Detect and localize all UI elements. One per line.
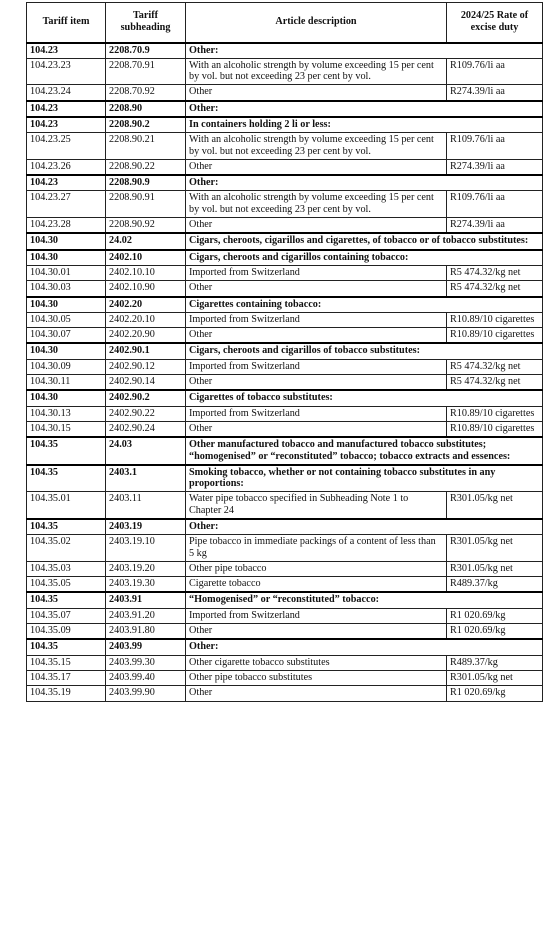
article-description-cell: Cigarettes containing tobacco: <box>186 297 543 313</box>
tariff-subheading-cell: 2208.90.2 <box>106 117 186 133</box>
table-row <box>27 561 543 576</box>
tariff-subheading-cell: 2403.91 <box>106 592 186 608</box>
article-description-cell: Cigarette tobacco <box>186 577 447 593</box>
tariff-subheading-cell: 24.02 <box>106 233 186 249</box>
article-description-cell: Water pipe tobacco specified in Subheading Note 1 to Chapter 24 <box>186 492 447 519</box>
tariff-subheading-cell: 2208.90.22 <box>106 159 186 175</box>
tariff-item-cell: 104.35.15 <box>27 655 106 670</box>
heading-row <box>27 250 543 266</box>
article-description-cell: Imported from Switzerland <box>186 359 447 374</box>
tariff-subheading-cell: 24.03 <box>106 437 186 465</box>
article-description-cell: Other: <box>186 175 543 191</box>
tariff-subheading-cell: 2208.70.9 <box>106 43 186 59</box>
tariff-item-cell: 104.35.01 <box>27 492 106 519</box>
tariff-item-cell: 104.30.15 <box>27 421 106 437</box>
table-body <box>27 43 543 702</box>
table-row <box>27 281 543 297</box>
tariff-subheading-cell: 2402.20.90 <box>106 328 186 344</box>
article-description-cell: Other <box>186 159 447 175</box>
excise-rate-cell: R489.37/kg <box>447 655 543 670</box>
tariff-subheading-cell: 2403.91.80 <box>106 624 186 640</box>
table-row <box>27 421 543 437</box>
tariff-item-cell: 104.23.25 <box>27 133 106 160</box>
article-description-cell: Other <box>186 328 447 344</box>
table-row <box>27 133 543 160</box>
table-row <box>27 492 543 519</box>
tariff-subheading-cell: 2402.90.24 <box>106 421 186 437</box>
article-description-cell: Smoking tobacco, whether or not containing tobacco substitutes in any proportions: <box>186 465 543 492</box>
heading-row <box>27 117 543 133</box>
heading-row <box>27 101 543 117</box>
heading-row <box>27 465 543 492</box>
tariff-item-cell: 104.35 <box>27 592 106 608</box>
excise-rate-cell: R10.89/10 cigarettes <box>447 406 543 421</box>
excise-rate-cell: R301.05/kg net <box>447 561 543 576</box>
table-row <box>27 85 543 101</box>
tariff-subheading-cell: 2403.11 <box>106 492 186 519</box>
article-description-cell: With an alcoholic strength by volume exceeding 15 per cent by vol. but not exceeding 23 per cent by vol. <box>186 191 447 218</box>
tariff-subheading-cell: 2208.90.9 <box>106 175 186 191</box>
tariff-item-cell: 104.35.03 <box>27 561 106 576</box>
heading-row <box>27 43 543 59</box>
tariff-subheading-cell: 2403.91.20 <box>106 608 186 623</box>
tariff-item-cell: 104.23.24 <box>27 85 106 101</box>
excise-rate-cell: R1 020.69/kg <box>447 624 543 640</box>
excise-rate-cell: R1 020.69/kg <box>447 608 543 623</box>
excise-rate-cell: R109.76/li aa <box>447 191 543 218</box>
excise-rate-cell: R274.39/li aa <box>447 85 543 101</box>
excise-rate-cell: R10.89/10 cigarettes <box>447 328 543 344</box>
tariff-subheading-cell: 2402.90.2 <box>106 390 186 406</box>
tariff-subheading-cell: 2402.20 <box>106 297 186 313</box>
table-header <box>27 3 543 43</box>
table-row <box>27 58 543 85</box>
tariff-subheading-cell: 2403.19 <box>106 519 186 535</box>
excise-rate-cell: R5 474.32/kg net <box>447 281 543 297</box>
heading-row <box>27 343 543 359</box>
table-row <box>27 359 543 374</box>
article-description-cell: Other <box>186 281 447 297</box>
table-row <box>27 328 543 344</box>
table-row <box>27 265 543 280</box>
table-row <box>27 686 543 701</box>
table-row <box>27 312 543 327</box>
tariff-subheading-cell: 2403.19.10 <box>106 535 186 562</box>
tariff-item-cell: 104.23 <box>27 43 106 59</box>
tariff-subheading-cell: 2403.99.30 <box>106 655 186 670</box>
table-row <box>27 655 543 670</box>
tariff-item-cell: 104.35.05 <box>27 577 106 593</box>
article-description-cell: Other pipe tobacco substitutes <box>186 670 447 685</box>
tariff-item-cell: 104.30.05 <box>27 312 106 327</box>
tariff-item-cell: 104.35 <box>27 639 106 655</box>
article-description-cell: With an alcoholic strength by volume exceeding 15 per cent by vol. but not exceeding 23 per cent by vol. <box>186 58 447 85</box>
tariff-subheading-cell: 2402.10.90 <box>106 281 186 297</box>
tariff-item-cell: 104.30.03 <box>27 281 106 297</box>
article-description-cell: Imported from Switzerland <box>186 406 447 421</box>
header-tariff-subheading: Tariff subheading <box>106 3 186 43</box>
tariff-item-cell: 104.23.28 <box>27 218 106 234</box>
excise-tariff-table <box>26 2 543 702</box>
article-description-cell: Cigars, cheroots and cigarillos containing tobacco: <box>186 250 543 266</box>
article-description-cell: Other pipe tobacco <box>186 561 447 576</box>
tariff-subheading-cell: 2403.1 <box>106 465 186 492</box>
heading-row <box>27 592 543 608</box>
excise-rate-cell: R489.37/kg <box>447 577 543 593</box>
article-description-cell: Other <box>186 218 447 234</box>
tariff-subheading-cell: 2402.90.12 <box>106 359 186 374</box>
excise-rate-cell: R109.76/li aa <box>447 58 543 85</box>
heading-row <box>27 519 543 535</box>
tariff-item-cell: 104.30.01 <box>27 265 106 280</box>
tariff-item-cell: 104.30.07 <box>27 328 106 344</box>
article-description-cell: Imported from Switzerland <box>186 312 447 327</box>
excise-rate-cell: R274.39/li aa <box>447 218 543 234</box>
tariff-item-cell: 104.35.02 <box>27 535 106 562</box>
tariff-subheading-cell: 2208.90.92 <box>106 218 186 234</box>
tariff-subheading-cell: 2208.70.91 <box>106 58 186 85</box>
article-description-cell: Other: <box>186 639 543 655</box>
article-description-cell: Cigarettes of tobacco substitutes: <box>186 390 543 406</box>
tariff-subheading-cell: 2402.10.10 <box>106 265 186 280</box>
header-tariff-item: Tariff item <box>27 3 106 43</box>
tariff-subheading-cell: 2403.19.30 <box>106 577 186 593</box>
tariff-subheading-cell: 2402.90.14 <box>106 375 186 391</box>
tariff-item-cell: 104.30 <box>27 343 106 359</box>
excise-rate-cell: R274.39/li aa <box>447 159 543 175</box>
tariff-subheading-cell: 2402.10 <box>106 250 186 266</box>
article-description-cell: With an alcoholic strength by volume exceeding 15 per cent by vol. but not exceeding 23 per cent by vol. <box>186 133 447 160</box>
tariff-item-cell: 104.35.07 <box>27 608 106 623</box>
tariff-subheading-cell: 2208.90.91 <box>106 191 186 218</box>
table-row <box>27 535 543 562</box>
tariff-subheading-cell: 2403.99.40 <box>106 670 186 685</box>
heading-row <box>27 390 543 406</box>
article-description-cell: Other <box>186 375 447 391</box>
table-row <box>27 375 543 391</box>
article-description-cell: In containers holding 2 li or less: <box>186 117 543 133</box>
article-description-cell: Cigars, cheroots, cigarillos and cigarettes, of tobacco or of tobacco substitutes: <box>186 233 543 249</box>
tariff-item-cell: 104.35.17 <box>27 670 106 685</box>
article-description-cell: Other: <box>186 43 543 59</box>
tariff-item-cell: 104.30.13 <box>27 406 106 421</box>
tariff-subheading-cell: 2403.99 <box>106 639 186 655</box>
article-description-cell: Imported from Switzerland <box>186 608 447 623</box>
heading-row <box>27 233 543 249</box>
tariff-subheading-cell: 2402.20.10 <box>106 312 186 327</box>
article-description-cell: Other <box>186 85 447 101</box>
tariff-item-cell: 104.23 <box>27 101 106 117</box>
excise-rate-cell: R301.05/kg net <box>447 492 543 519</box>
excise-rate-cell: R5 474.32/kg net <box>447 265 543 280</box>
excise-rate-cell: R109.76/li aa <box>447 133 543 160</box>
article-description-cell: Pipe tobacco in immediate packings of a content of less than 5 kg <box>186 535 447 562</box>
article-description-cell: Other <box>186 686 447 701</box>
tariff-subheading-cell: 2402.90.22 <box>106 406 186 421</box>
tariff-subheading-cell: 2403.19.20 <box>106 561 186 576</box>
excise-rate-cell: R301.05/kg net <box>447 670 543 685</box>
heading-row <box>27 437 543 465</box>
tariff-subheading-cell: 2208.90.21 <box>106 133 186 160</box>
heading-row <box>27 175 543 191</box>
header-rate-of-excise-duty: 2024/25 Rate of excise duty <box>447 3 543 43</box>
table-row <box>27 191 543 218</box>
table-row <box>27 670 543 685</box>
article-description-cell: Other <box>186 421 447 437</box>
article-description-cell: Other cigarette tobacco substitutes <box>186 655 447 670</box>
table-row <box>27 159 543 175</box>
article-description-cell: Other: <box>186 519 543 535</box>
excise-rate-cell: R5 474.32/kg net <box>447 375 543 391</box>
article-description-cell: Other manufactured tobacco and manufactured tobacco substitutes; “homogenised” or “reconstituted” tobacco; tobacco extracts and essences: <box>186 437 543 465</box>
header-article-description: Article description <box>186 3 447 43</box>
table-row <box>27 608 543 623</box>
tariff-subheading-cell: 2208.90 <box>106 101 186 117</box>
excise-rate-cell: R10.89/10 cigarettes <box>447 312 543 327</box>
tariff-item-cell: 104.35 <box>27 519 106 535</box>
article-description-cell: Imported from Switzerland <box>186 265 447 280</box>
tariff-item-cell: 104.35.09 <box>27 624 106 640</box>
excise-rate-cell: R5 474.32/kg net <box>447 359 543 374</box>
tariff-table-container <box>26 2 542 702</box>
tariff-item-cell: 104.35.19 <box>27 686 106 701</box>
excise-rate-cell: R10.89/10 cigarettes <box>447 421 543 437</box>
article-description-cell: Cigars, cheroots and cigarillos of tobacco substitutes: <box>186 343 543 359</box>
tariff-item-cell: 104.30.11 <box>27 375 106 391</box>
article-description-cell: “Homogenised” or “reconstituted” tobacco: <box>186 592 543 608</box>
article-description-cell: Other <box>186 624 447 640</box>
table-row <box>27 406 543 421</box>
excise-rate-cell: R301.05/kg net <box>447 535 543 562</box>
tariff-subheading-cell: 2402.90.1 <box>106 343 186 359</box>
header-row <box>27 3 543 43</box>
tariff-item-cell: 104.30 <box>27 250 106 266</box>
tariff-item-cell: 104.30 <box>27 233 106 249</box>
excise-rate-cell: R1 020.69/kg <box>447 686 543 701</box>
table-row <box>27 577 543 593</box>
tariff-item-cell: 104.30 <box>27 297 106 313</box>
tariff-item-cell: 104.23.23 <box>27 58 106 85</box>
tariff-item-cell: 104.23.26 <box>27 159 106 175</box>
tariff-item-cell: 104.23 <box>27 117 106 133</box>
heading-row <box>27 639 543 655</box>
tariff-item-cell: 104.30 <box>27 390 106 406</box>
table-row <box>27 624 543 640</box>
tariff-item-cell: 104.35 <box>27 437 106 465</box>
tariff-subheading-cell: 2403.99.90 <box>106 686 186 701</box>
tariff-item-cell: 104.30.09 <box>27 359 106 374</box>
tariff-item-cell: 104.23 <box>27 175 106 191</box>
tariff-item-cell: 104.23.27 <box>27 191 106 218</box>
table-row <box>27 218 543 234</box>
heading-row <box>27 297 543 313</box>
tariff-item-cell: 104.35 <box>27 465 106 492</box>
tariff-subheading-cell: 2208.70.92 <box>106 85 186 101</box>
article-description-cell: Other: <box>186 101 543 117</box>
